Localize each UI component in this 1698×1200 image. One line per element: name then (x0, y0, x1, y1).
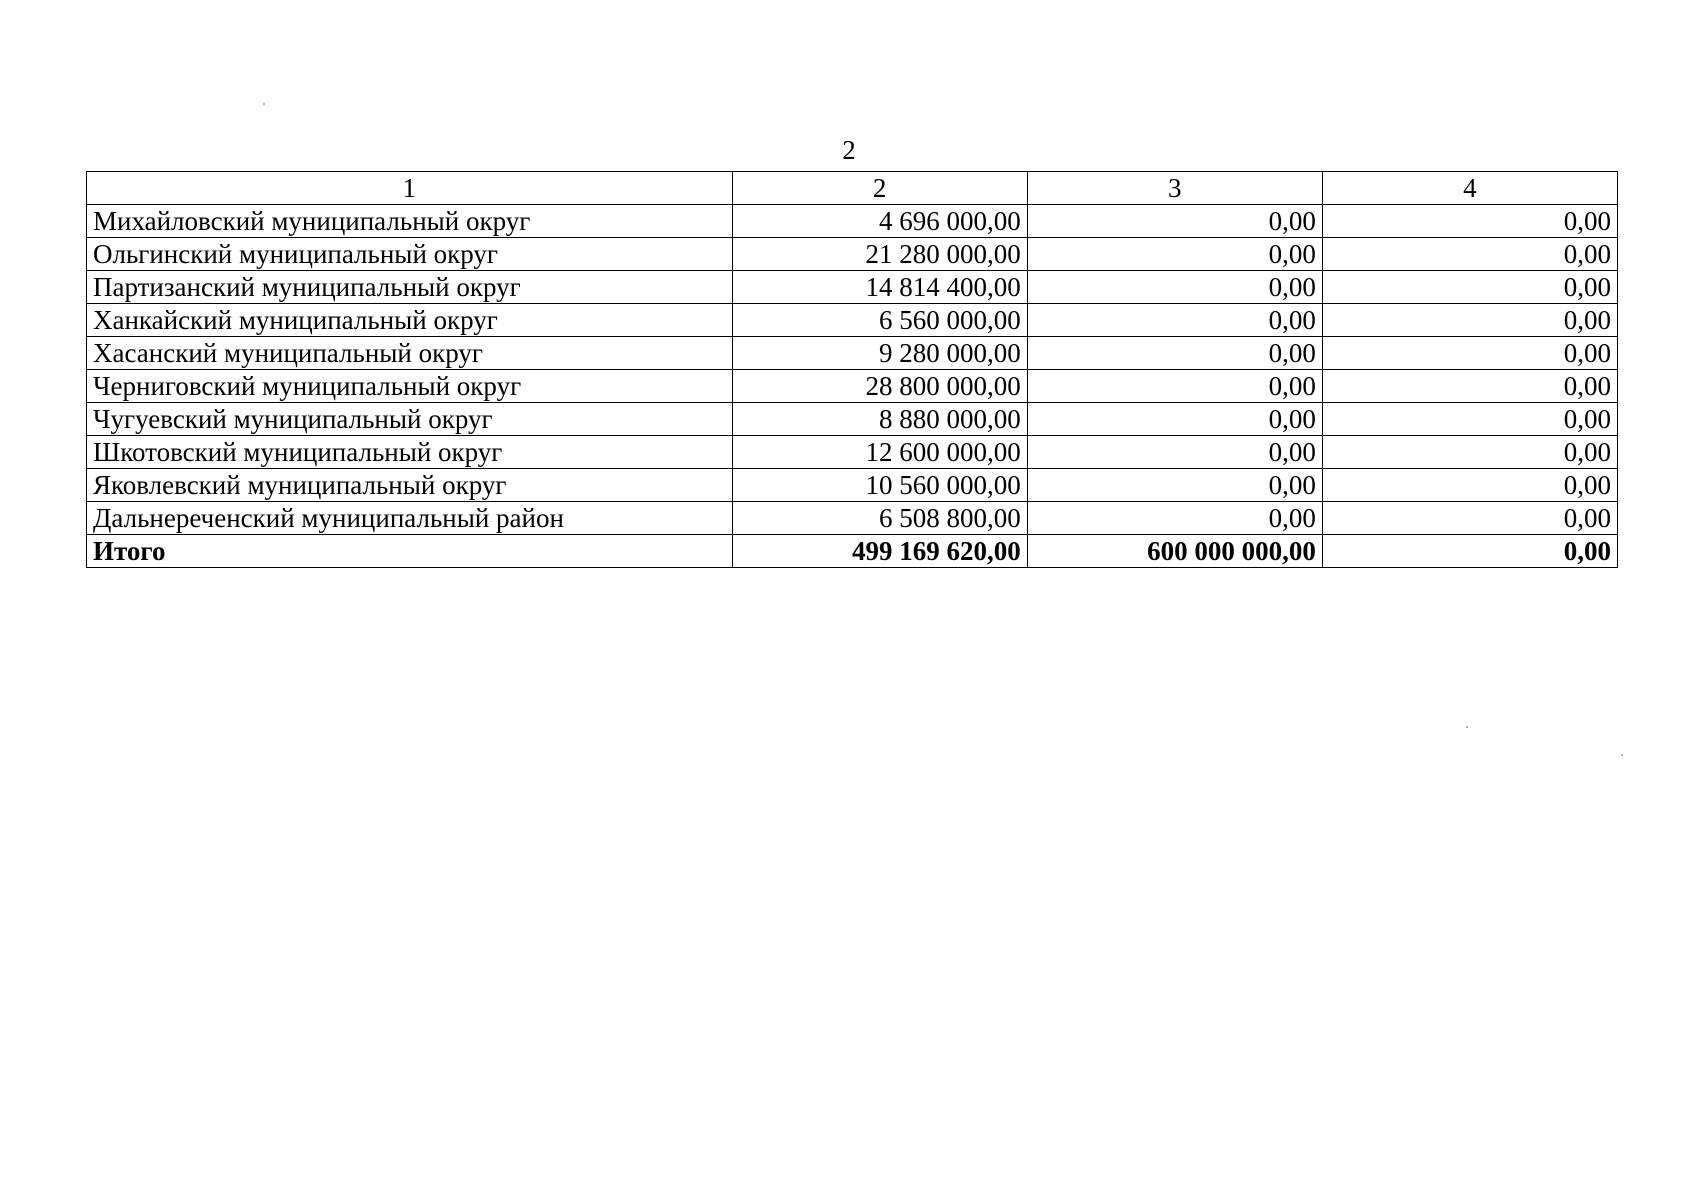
value-col3: 0,00 (1027, 304, 1322, 337)
header-cell: 3 (1027, 172, 1322, 205)
scan-speck (1621, 754, 1623, 756)
total-col3: 600 000 000,00 (1027, 535, 1322, 568)
value-col3: 0,00 (1027, 370, 1322, 403)
table-row (87, 205, 1618, 238)
value-col2: 14 814 400,00 (732, 271, 1027, 304)
value-col2: 12 600 000,00 (732, 436, 1027, 469)
district-name: Яковлевский муниципальный округ (87, 469, 733, 502)
value-col4: 0,00 (1322, 304, 1617, 337)
value-col3: 0,00 (1027, 436, 1322, 469)
header-cell: 4 (1322, 172, 1617, 205)
value-col2: 10 560 000,00 (732, 469, 1027, 502)
table-row (87, 370, 1618, 403)
value-col2: 28 800 000,00 (732, 370, 1027, 403)
value-col2: 6 508 800,00 (732, 502, 1027, 535)
data-table (86, 171, 1618, 568)
value-col3: 0,00 (1027, 469, 1322, 502)
scan-speck (1466, 726, 1468, 728)
header-cell: 2 (732, 172, 1027, 205)
value-col2: 6 560 000,00 (732, 304, 1027, 337)
total-col2: 499 169 620,00 (732, 535, 1027, 568)
value-col3: 0,00 (1027, 205, 1322, 238)
district-name: Партизанский муниципальный округ (87, 271, 733, 304)
page-number: 2 (842, 135, 856, 165)
district-name: Чугуевский муниципальный округ (87, 403, 733, 436)
table-row (87, 238, 1618, 271)
total-row (87, 535, 1618, 568)
district-name: Хасанский муниципальный округ (87, 337, 733, 370)
value-col3: 0,00 (1027, 271, 1322, 304)
value-col4: 0,00 (1322, 370, 1617, 403)
value-col4: 0,00 (1322, 205, 1617, 238)
value-col4: 0,00 (1322, 502, 1617, 535)
table-row (87, 403, 1618, 436)
header-cell: 1 (87, 172, 733, 205)
district-name: Михайловский муниципальный округ (87, 205, 733, 238)
header-row (87, 172, 1618, 205)
table-row (87, 304, 1618, 337)
value-col4: 0,00 (1322, 337, 1617, 370)
table-row (87, 337, 1618, 370)
district-name: Дальнереченский муниципальный район (87, 502, 733, 535)
value-col4: 0,00 (1322, 469, 1617, 502)
value-col3: 0,00 (1027, 502, 1322, 535)
value-col2: 8 880 000,00 (732, 403, 1027, 436)
table-row (87, 469, 1618, 502)
value-col4: 0,00 (1322, 436, 1617, 469)
district-name: Черниговский муниципальный округ (87, 370, 733, 403)
district-name: Шкотовский муниципальный округ (87, 436, 733, 469)
scan-speck (263, 103, 265, 105)
value-col4: 0,00 (1322, 238, 1617, 271)
value-col3: 0,00 (1027, 337, 1322, 370)
table-row (87, 502, 1618, 535)
table-row (87, 271, 1618, 304)
value-col3: 0,00 (1027, 403, 1322, 436)
total-label: Итого (87, 535, 733, 568)
value-col2: 4 696 000,00 (732, 205, 1027, 238)
value-col2: 9 280 000,00 (732, 337, 1027, 370)
district-name: Ольгинский муниципальный округ (87, 238, 733, 271)
table-row (87, 436, 1618, 469)
value-col3: 0,00 (1027, 238, 1322, 271)
value-col2: 21 280 000,00 (732, 238, 1027, 271)
value-col4: 0,00 (1322, 271, 1617, 304)
total-col4: 0,00 (1322, 535, 1617, 568)
value-col4: 0,00 (1322, 403, 1617, 436)
district-name: Ханкайский муниципальный округ (87, 304, 733, 337)
